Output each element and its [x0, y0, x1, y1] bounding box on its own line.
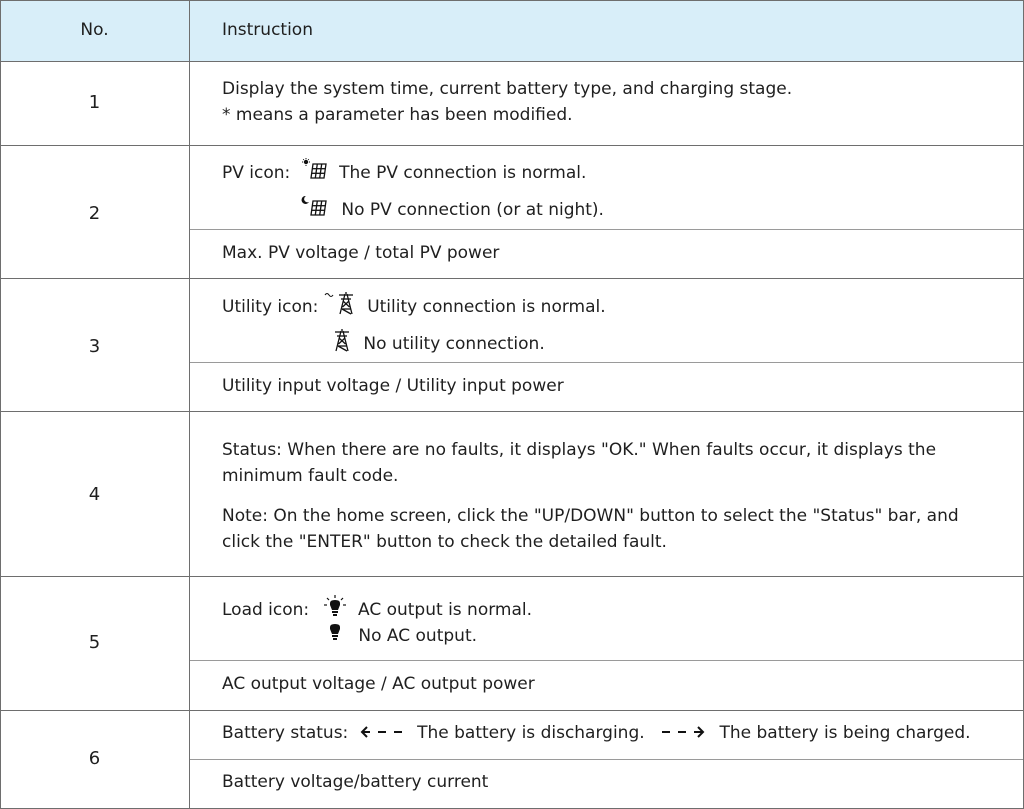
row6-sub: Battery voltage/battery current	[222, 772, 489, 792]
bulb-lit-icon	[323, 595, 347, 625]
header-no: No.	[80, 20, 109, 40]
row2-sub: Max. PV voltage / total PV power	[222, 243, 500, 263]
pv-panel-moon-icon	[300, 195, 330, 225]
battery-charge-text: The battery is being charged.	[719, 723, 971, 743]
row-number: 2	[88, 203, 101, 224]
row-number: 1	[88, 92, 101, 113]
utility-normal-text: Utility connection is normal.	[367, 297, 606, 317]
load-normal-text: AC output is normal.	[357, 600, 533, 620]
utility-icon-row-normal	[222, 291, 992, 323]
pv-none-text: No PV connection (or at night).	[341, 200, 604, 220]
bulb-off-icon	[327, 622, 343, 650]
row-number: 4	[88, 484, 101, 505]
utility-tower-ac-icon	[324, 291, 360, 323]
pv-icon-row-normal	[222, 158, 992, 188]
pv-normal-text: The PV connection is normal.	[339, 163, 587, 183]
load-none-text: No AC output.	[358, 626, 478, 646]
pv-icon-row-none	[300, 195, 1024, 225]
row3-sub: Utility input voltage / Utility input power	[222, 376, 564, 396]
battery-status-row	[222, 720, 992, 746]
load-icon-label: Load icon:	[222, 600, 310, 620]
row5-sub: AC output voltage / AC output power	[222, 674, 535, 694]
row-number: 3	[88, 336, 101, 357]
pv-icon-label: PV icon:	[222, 163, 291, 183]
row1-line1: Display the system time, current battery type, and charging stage.	[222, 79, 793, 99]
row-number: 5	[88, 632, 101, 653]
utility-none-text: No utility connection.	[363, 334, 545, 354]
utility-icon-row-none	[332, 328, 1024, 360]
row4-status-text: Status: When there are no faults, it displays "OK." When faults occur, it displays the minimum fault code.	[222, 440, 937, 486]
pv-panel-sun-icon	[302, 158, 328, 188]
row4-note-text: Note: On the home screen, click the "UP/DOWN" button to select the "Status" bar, and click the "ENTER" button to check the detailed fault.	[222, 506, 959, 552]
arrow-right-dashed-icon	[660, 720, 706, 746]
battery-status-label: Battery status:	[222, 723, 349, 743]
battery-discharge-text: The battery is discharging.	[417, 723, 645, 743]
load-icon-row-normal	[222, 595, 992, 625]
arrow-left-dashed-icon	[360, 720, 406, 746]
row-number: 6	[88, 748, 101, 769]
load-icon-row-none	[327, 622, 1024, 650]
utility-icon-label: Utility icon:	[222, 297, 319, 317]
utility-tower-icon	[332, 328, 352, 360]
header-instruction: Instruction	[222, 20, 313, 40]
row1-line2: * means a parameter has been modified.	[222, 105, 573, 125]
